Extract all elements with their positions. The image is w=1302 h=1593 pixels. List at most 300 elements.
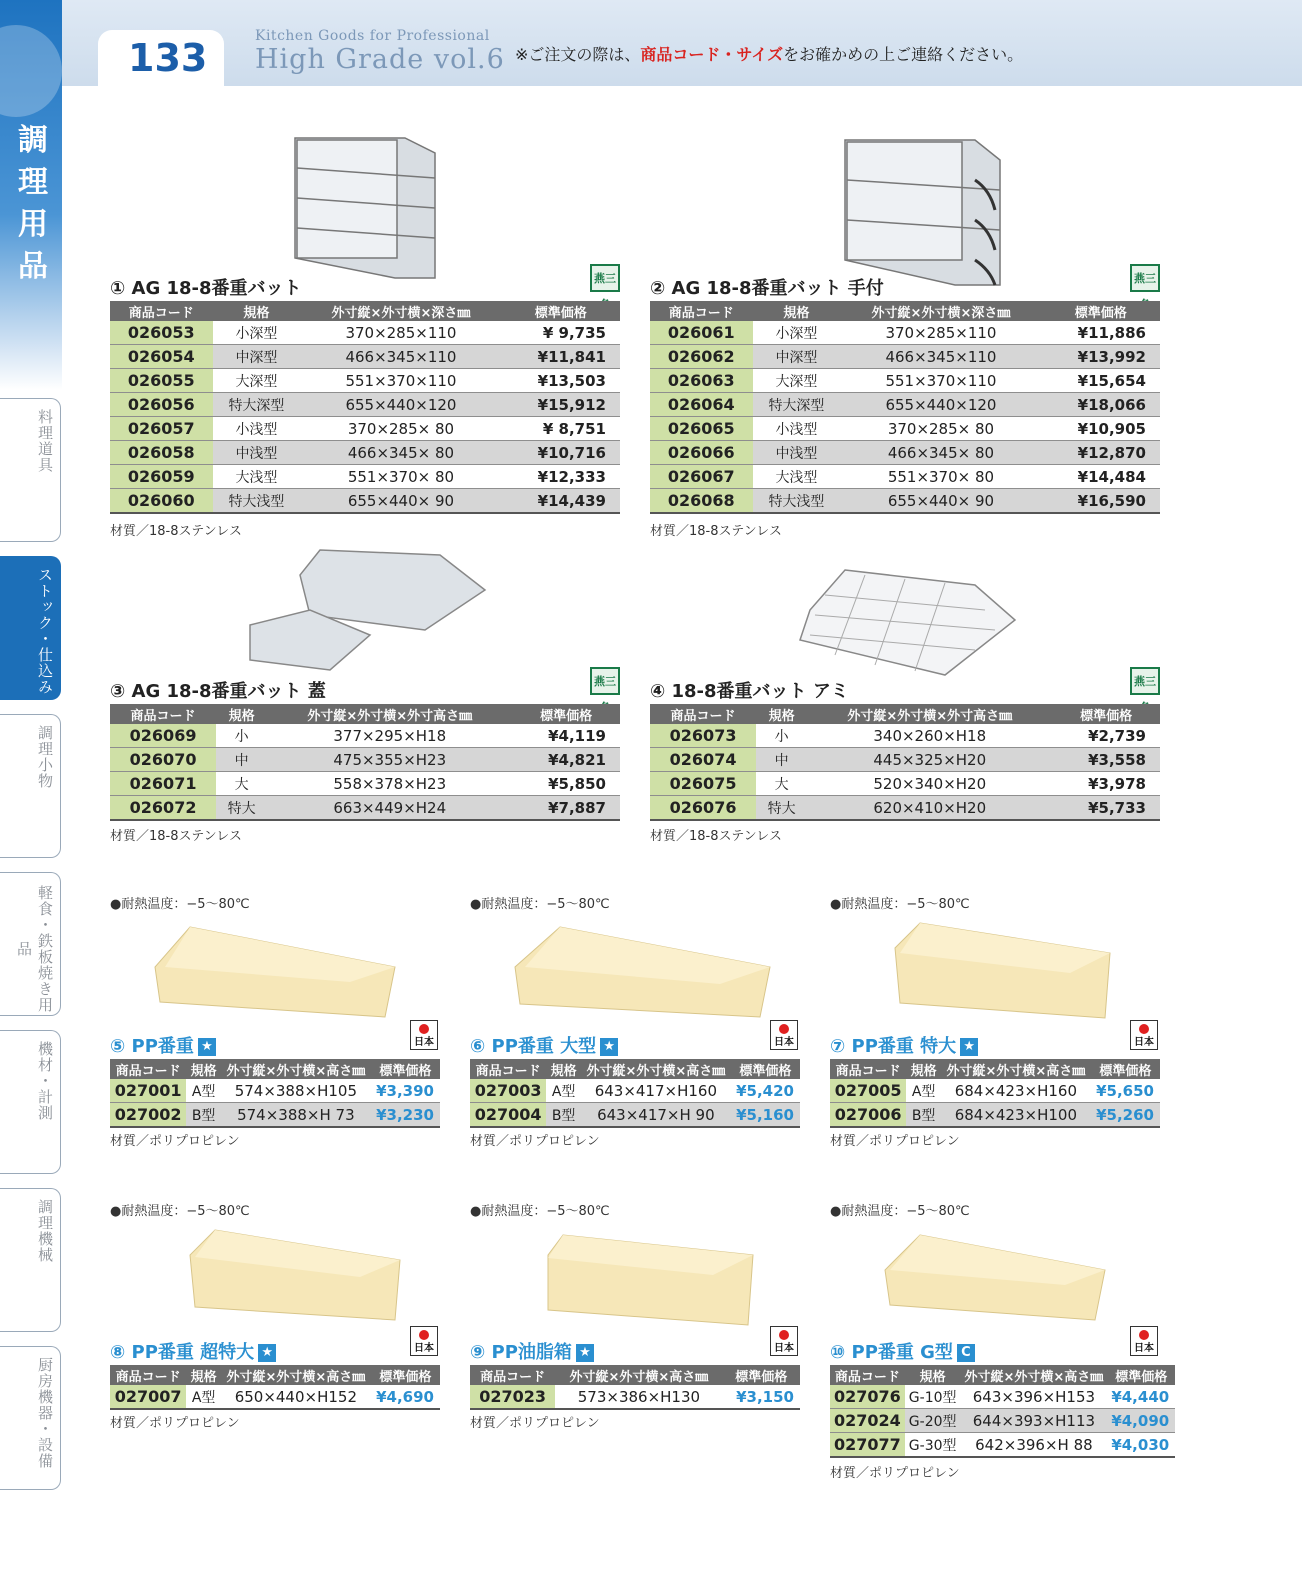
japan-flag-icon <box>1130 1326 1158 1356</box>
spec-cell: 中 <box>216 748 267 772</box>
section-title <box>110 1032 216 1058</box>
price-table <box>470 1365 800 1410</box>
price-cell: ¥4,690 <box>371 1385 440 1409</box>
tab-label: 調理小物 <box>36 725 54 789</box>
dim-cell: 377×295×H18 <box>267 724 512 748</box>
price-cell: ¥5,260 <box>1091 1103 1160 1128</box>
tab-kitchen-equipment[interactable] <box>0 1346 61 1490</box>
spec-cell: 特大浅型 <box>753 489 841 514</box>
price-cell: ¥12,870 <box>1042 441 1160 465</box>
price-table <box>650 704 1160 821</box>
th-price: 標準価格 <box>512 704 620 724</box>
dim-cell: 370×285× 80 <box>840 417 1041 441</box>
th-price: 標準価格 <box>502 301 620 321</box>
spec-cell: 大深型 <box>753 369 841 393</box>
code-cell: 026075 <box>650 772 756 796</box>
material-note: 材質／18-8ステンレス <box>110 829 242 844</box>
tab-griddle[interactable] <box>0 872 61 1016</box>
spec-cell: 中深型 <box>213 345 301 369</box>
table-row <box>110 417 620 441</box>
dim-cell: 475×355×H23 <box>267 748 512 772</box>
price-cell: ¥5,733 <box>1052 796 1160 821</box>
tsubame-sanjo-icon: 燕三 <box>1130 667 1160 695</box>
price-cell: ¥3,978 <box>1052 772 1160 796</box>
section-title: ③ AG 18-8番重バット 蓋 <box>110 681 326 702</box>
dim-cell: 551×370× 80 <box>300 465 501 489</box>
price-cell: ¥5,160 <box>731 1103 800 1128</box>
spec-cell: A型 <box>546 1079 581 1103</box>
section-title: ② AG 18-8番重バット 手付 <box>650 278 884 299</box>
dim-cell: 684×423×H100 <box>941 1103 1091 1128</box>
code-cell: 026076 <box>650 796 756 821</box>
code-cell: 027005 <box>830 1079 906 1103</box>
table-row <box>110 796 620 821</box>
dim-cell: 644×393×H113 <box>961 1409 1108 1433</box>
th-price: 標準価格 <box>731 1059 800 1079</box>
spec-cell: G-20型 <box>905 1409 961 1433</box>
table-row <box>470 1385 800 1409</box>
table-row <box>650 441 1160 465</box>
th-dim: 外寸縦×外寸横×深さ㎜ <box>300 301 501 321</box>
table-row <box>830 1409 1175 1433</box>
pp-oil-box-image <box>543 1230 758 1330</box>
table-row <box>650 748 1160 772</box>
dim-cell: 466×345× 80 <box>300 441 501 465</box>
th-dim: 外寸縦×外寸横×高さ㎜ <box>961 1365 1108 1385</box>
dim-cell: 574×388×H105 <box>221 1079 371 1103</box>
dim-cell: 620×410×H20 <box>807 796 1052 821</box>
sidebar-logo-circle <box>0 25 62 117</box>
tab-label: 機材・計測 <box>36 1041 54 1121</box>
material-note: 材質／ポリプロピレン <box>110 1416 240 1431</box>
dim-cell: 520×340×H20 <box>807 772 1052 796</box>
dim-cell: 655×440×120 <box>300 393 501 417</box>
material-note: 材質／ポリプロピレン <box>830 1466 960 1481</box>
th-price: 標準価格 <box>371 1059 440 1079</box>
table-row <box>650 393 1160 417</box>
spec-cell: A型 <box>186 1079 221 1103</box>
th-dim: 外寸縦×外寸横×高さ㎜ <box>941 1059 1091 1079</box>
price-cell: ¥4,119 <box>512 724 620 748</box>
notice-emphasis: 商品コード・サイズ <box>640 45 784 64</box>
table-row <box>110 489 620 514</box>
tab-label: 調理機械 <box>36 1199 54 1263</box>
japan-label: 日本 <box>774 1037 794 1048</box>
table-row <box>110 393 620 417</box>
code-cell: 026064 <box>650 393 753 417</box>
table-row <box>650 724 1160 748</box>
heat-note: ●耐熱温度：−5〜80℃ <box>470 897 610 912</box>
price-table <box>110 301 620 514</box>
spec-cell: 特大 <box>216 796 267 821</box>
price-cell: ¥3,558 <box>1052 748 1160 772</box>
table-row <box>830 1385 1175 1409</box>
table-row <box>110 369 620 393</box>
notice-suffix: をお確かめの上ご連絡ください。 <box>783 45 1024 64</box>
th-spec: 規格 <box>186 1059 221 1079</box>
price-cell: ¥4,030 <box>1107 1433 1175 1458</box>
section-title <box>830 1338 975 1364</box>
star-icon: ★ <box>258 1344 276 1362</box>
th-price: 標準価格 <box>1107 1365 1175 1385</box>
section-title <box>470 1338 594 1364</box>
th-code: 商品コード <box>650 301 753 321</box>
table-row <box>650 489 1160 514</box>
code-cell: 027076 <box>830 1385 905 1409</box>
code-cell: 026062 <box>650 345 753 369</box>
price-cell: ¥3,230 <box>371 1103 440 1128</box>
table-row <box>650 417 1160 441</box>
dim-cell: 370×285×110 <box>840 321 1041 345</box>
heat-note: ●耐熱温度：−5〜80℃ <box>110 897 250 912</box>
price-table <box>110 704 620 821</box>
japan-flag-icon <box>410 1326 438 1356</box>
dim-cell: 370×285× 80 <box>300 417 501 441</box>
title-text: ⑥ PP番重 大型 <box>470 1036 597 1057</box>
section-title <box>470 1032 618 1058</box>
heat-note: ●耐熱温度：−5〜80℃ <box>830 1204 970 1219</box>
code-cell: 026063 <box>650 369 753 393</box>
spec-cell: 中 <box>756 748 807 772</box>
th-spec: 規格 <box>905 1365 961 1385</box>
spec-cell: B型 <box>906 1103 941 1128</box>
dim-cell: 340×260×H18 <box>807 724 1052 748</box>
spec-cell: A型 <box>186 1385 221 1409</box>
dim-cell: 551×370×110 <box>300 369 501 393</box>
brand-line2: High Grade vol.6 <box>255 44 505 75</box>
spec-cell: 小 <box>756 724 807 748</box>
stainless-lid-image <box>240 545 495 675</box>
code-cell: 027001 <box>110 1079 186 1103</box>
tab-cooking-tools[interactable] <box>0 398 61 542</box>
spec-cell: 特大浅型 <box>213 489 301 514</box>
th-dim: 外寸縦×外寸横×高さ㎜ <box>555 1365 722 1385</box>
price-cell: ¥14,484 <box>1042 465 1160 489</box>
th-spec: 規格 <box>186 1365 221 1385</box>
table-row <box>650 465 1160 489</box>
price-cell: ¥7,887 <box>512 796 620 821</box>
title-text: ⑩ PP番重 G型 <box>830 1342 953 1363</box>
code-cell: 026053 <box>110 321 213 345</box>
dim-cell: 643×417×H 90 <box>581 1103 731 1128</box>
japan-label: 日本 <box>1134 1037 1154 1048</box>
code-cell: 026068 <box>650 489 753 514</box>
th-price: 標準価格 <box>1052 704 1160 724</box>
code-cell: 027002 <box>110 1103 186 1128</box>
code-cell: 026067 <box>650 465 753 489</box>
sidebar-title: 調理用品 <box>18 123 48 284</box>
th-spec: 規格 <box>213 301 301 321</box>
heat-note: ●耐熱温度：−5〜80℃ <box>470 1204 610 1219</box>
tab-label: ストック・仕込み <box>36 567 54 695</box>
price-table <box>110 1365 440 1410</box>
spec-cell: 小浅型 <box>753 417 841 441</box>
th-spec: 規格 <box>216 704 267 724</box>
material-note: 材質／18-8ステンレス <box>650 524 782 539</box>
material-note: 材質／ポリプロピレン <box>110 1134 240 1149</box>
code-cell: 026071 <box>110 772 216 796</box>
th-code: 商品コード <box>650 704 756 724</box>
tsubame-sanjo-icon: 燕三 <box>590 667 620 695</box>
spec-cell: 大浅型 <box>753 465 841 489</box>
table-row <box>110 441 620 465</box>
code-cell: 026058 <box>110 441 213 465</box>
table-row <box>110 1385 440 1409</box>
dim-cell: 574×388×H 73 <box>221 1103 371 1128</box>
japan-flag-icon <box>1130 1020 1158 1050</box>
spec-cell: 小浅型 <box>213 417 301 441</box>
spec-cell: 特大深型 <box>213 393 301 417</box>
table-row <box>110 724 620 748</box>
spec-cell: 小 <box>216 724 267 748</box>
dim-cell: 466×345× 80 <box>840 441 1041 465</box>
table-row <box>110 321 620 345</box>
tab-small-tools[interactable] <box>0 714 61 858</box>
code-cell: 026065 <box>650 417 753 441</box>
code-cell: 026061 <box>650 321 753 345</box>
price-cell: ¥13,992 <box>1042 345 1160 369</box>
table-row <box>650 369 1160 393</box>
pp-tray-xl-image <box>890 918 1115 1023</box>
star-icon: ★ <box>576 1344 594 1362</box>
pp-tray-large-image <box>510 922 775 1022</box>
price-cell: ¥13,503 <box>502 369 620 393</box>
star-icon: ★ <box>198 1038 216 1056</box>
code-cell: 026073 <box>650 724 756 748</box>
spec-cell: 中浅型 <box>213 441 301 465</box>
code-cell: 026070 <box>110 748 216 772</box>
dim-cell: 466×345×110 <box>300 345 501 369</box>
section-title: ① AG 18-8番重バット <box>110 278 302 299</box>
dim-cell: 650×440×H152 <box>221 1385 371 1409</box>
table-row <box>110 1079 440 1103</box>
code-cell: 026059 <box>110 465 213 489</box>
tab-machines[interactable] <box>0 1188 61 1332</box>
dim-cell: 445×325×H20 <box>807 748 1052 772</box>
table-row <box>650 345 1160 369</box>
japan-flag-icon <box>770 1326 798 1356</box>
japan-flag-icon <box>410 1020 438 1050</box>
table-row <box>110 1103 440 1128</box>
th-code: 商品コード <box>110 1059 186 1079</box>
price-cell: ¥4,090 <box>1107 1409 1175 1433</box>
code-cell: 027024 <box>830 1409 905 1433</box>
c-icon: C <box>957 1344 975 1362</box>
dim-cell: 551×370×110 <box>840 369 1041 393</box>
th-price: 標準価格 <box>1091 1059 1160 1079</box>
spec-cell: B型 <box>546 1103 581 1128</box>
table-row <box>110 465 620 489</box>
price-cell: ¥5,850 <box>512 772 620 796</box>
japan-label: 日本 <box>774 1343 794 1354</box>
spec-cell: 大 <box>216 772 267 796</box>
table-row <box>650 321 1160 345</box>
section-title <box>830 1032 978 1058</box>
table-row <box>110 772 620 796</box>
price-cell: ¥14,439 <box>502 489 620 514</box>
th-dim: 外寸縦×外寸横×深さ㎜ <box>840 301 1041 321</box>
pp-tray-image <box>150 922 400 1022</box>
code-cell: 026057 <box>110 417 213 441</box>
price-cell: ¥11,886 <box>1042 321 1160 345</box>
spec-cell: 小深型 <box>213 321 301 345</box>
code-cell: 026060 <box>110 489 213 514</box>
th-dim: 外寸縦×外寸横×外寸高さ㎜ <box>267 704 512 724</box>
price-cell: ¥15,912 <box>502 393 620 417</box>
title-text: ⑤ PP番重 <box>110 1036 194 1057</box>
dim-cell: 643×396×H153 <box>961 1385 1108 1409</box>
material-note: 材質／18-8ステンレス <box>110 524 242 539</box>
price-cell: ¥11,841 <box>502 345 620 369</box>
th-dim: 外寸縦×外寸横×高さ㎜ <box>221 1365 371 1385</box>
th-code: 商品コード <box>110 1365 186 1385</box>
order-notice <box>515 42 1023 65</box>
th-code: 商品コード <box>110 301 213 321</box>
code-cell: 027007 <box>110 1385 186 1409</box>
price-cell: ¥4,440 <box>1107 1385 1175 1409</box>
spec-cell: 小深型 <box>753 321 841 345</box>
table-row <box>830 1103 1160 1128</box>
tab-stock-prep[interactable] <box>0 556 61 700</box>
material-note: 材質／18-8ステンレス <box>650 829 782 844</box>
stainless-net-image <box>795 565 1020 680</box>
material-note: 材質／ポリプロピレン <box>470 1134 600 1149</box>
th-code: 商品コード <box>470 1059 546 1079</box>
spec-cell: 大浅型 <box>213 465 301 489</box>
heat-note: ●耐熱温度：−5〜80℃ <box>110 1204 250 1219</box>
table-row <box>650 796 1160 821</box>
section-title <box>110 1338 276 1364</box>
star-icon: ★ <box>600 1038 618 1056</box>
dim-cell: 655×440× 90 <box>300 489 501 514</box>
price-cell: ¥4,821 <box>512 748 620 772</box>
material-note: 材質／ポリプロピレン <box>470 1416 600 1431</box>
tsubame-sanjo-icon: 燕三 <box>590 264 620 292</box>
code-cell: 027003 <box>470 1079 546 1103</box>
material-note: 材質／ポリプロピレン <box>830 1134 960 1149</box>
price-cell: ¥10,716 <box>502 441 620 465</box>
spec-cell: A型 <box>906 1079 941 1103</box>
spec-cell: G-30型 <box>905 1433 961 1458</box>
th-code: 商品コード <box>470 1365 555 1385</box>
dim-cell: 655×440×120 <box>840 393 1041 417</box>
section-title: ④ 18-8番重バット アミ <box>650 681 849 702</box>
table-row <box>830 1433 1175 1458</box>
th-spec: 規格 <box>753 301 841 321</box>
price-cell: ¥3,390 <box>371 1079 440 1103</box>
spec-cell: 大深型 <box>213 369 301 393</box>
pp-tray-xxl-image <box>185 1225 405 1325</box>
code-cell: 026054 <box>110 345 213 369</box>
spec-cell: 特大 <box>756 796 807 821</box>
price-cell: ¥18,066 <box>1042 393 1160 417</box>
th-price: 標準価格 <box>1042 301 1160 321</box>
th-dim: 外寸縦×外寸横×高さ㎜ <box>581 1059 731 1079</box>
price-cell: ¥10,905 <box>1042 417 1160 441</box>
price-table <box>830 1059 1160 1128</box>
price-cell: ¥5,650 <box>1091 1079 1160 1103</box>
japan-flag-icon <box>770 1020 798 1050</box>
tab-label: 料理道具 <box>36 409 54 473</box>
title-text: ⑦ PP番重 特大 <box>830 1036 957 1057</box>
table-row <box>470 1079 800 1103</box>
title-text: ⑨ PP油脂箱 <box>470 1342 572 1363</box>
tab-label: 軽食・鉄板焼き用品 <box>15 885 54 1013</box>
th-code: 商品コード <box>110 704 216 724</box>
table-row <box>470 1103 800 1128</box>
page-number: 133 <box>128 36 208 80</box>
price-table <box>470 1059 800 1128</box>
th-price: 標準価格 <box>723 1365 800 1385</box>
th-spec: 規格 <box>906 1059 941 1079</box>
star-icon: ★ <box>960 1038 978 1056</box>
dim-cell: 655×440× 90 <box>840 489 1041 514</box>
spec-cell: 特大深型 <box>753 393 841 417</box>
dim-cell: 684×423×H160 <box>941 1079 1091 1103</box>
code-cell: 026056 <box>110 393 213 417</box>
brand-line1: Kitchen Goods for Professional <box>255 28 490 44</box>
japan-label: 日本 <box>1134 1343 1154 1354</box>
stainless-vat-handles-image <box>835 120 1010 290</box>
th-dim: 外寸縦×外寸横×外寸高さ㎜ <box>807 704 1052 724</box>
tab-equipment[interactable] <box>0 1030 61 1174</box>
price-cell: ¥15,654 <box>1042 369 1160 393</box>
notice-prefix: ※ご注文の際は、 <box>515 45 641 64</box>
title-text: ⑧ PP番重 超特大 <box>110 1342 255 1363</box>
dim-cell: 663×449×H24 <box>267 796 512 821</box>
spec-cell: G-10型 <box>905 1385 961 1409</box>
code-cell: 026069 <box>110 724 216 748</box>
dim-cell: 643×417×H160 <box>581 1079 731 1103</box>
price-table <box>110 1059 440 1128</box>
dim-cell: 558×378×H23 <box>267 772 512 796</box>
th-dim: 外寸縦×外寸横×高さ㎜ <box>221 1059 371 1079</box>
code-cell: 026055 <box>110 369 213 393</box>
tab-label: 厨房機器・設備 <box>36 1357 54 1469</box>
dim-cell: 573×386×H130 <box>555 1385 722 1409</box>
th-code: 商品コード <box>830 1059 906 1079</box>
code-cell: 027006 <box>830 1103 906 1128</box>
code-cell: 026074 <box>650 748 756 772</box>
price-table <box>830 1365 1175 1458</box>
spec-cell: 大 <box>756 772 807 796</box>
th-price: 標準価格 <box>371 1365 440 1385</box>
spec-cell: 中深型 <box>753 345 841 369</box>
price-cell: ¥3,150 <box>723 1385 800 1409</box>
table-row <box>110 345 620 369</box>
code-cell: 027077 <box>830 1433 905 1458</box>
dim-cell: 466×345×110 <box>840 345 1041 369</box>
th-spec: 規格 <box>546 1059 581 1079</box>
dim-cell: 551×370× 80 <box>840 465 1041 489</box>
pp-tray-g-image <box>880 1230 1110 1325</box>
table-row <box>650 772 1160 796</box>
price-table <box>650 301 1160 514</box>
price-cell: ¥ 9,735 <box>502 321 620 345</box>
spec-cell: 中浅型 <box>753 441 841 465</box>
heat-note: ●耐熱温度：−5〜80℃ <box>830 897 970 912</box>
price-cell: ¥16,590 <box>1042 489 1160 514</box>
japan-label: 日本 <box>414 1343 434 1354</box>
stainless-vat-stack-image <box>285 118 445 288</box>
code-cell: 027023 <box>470 1385 555 1409</box>
th-spec: 規格 <box>756 704 807 724</box>
japan-label: 日本 <box>414 1037 434 1048</box>
table-row <box>110 748 620 772</box>
price-cell: ¥5,420 <box>731 1079 800 1103</box>
dim-cell: 642×396×H 88 <box>961 1433 1108 1458</box>
code-cell: 026072 <box>110 796 216 821</box>
